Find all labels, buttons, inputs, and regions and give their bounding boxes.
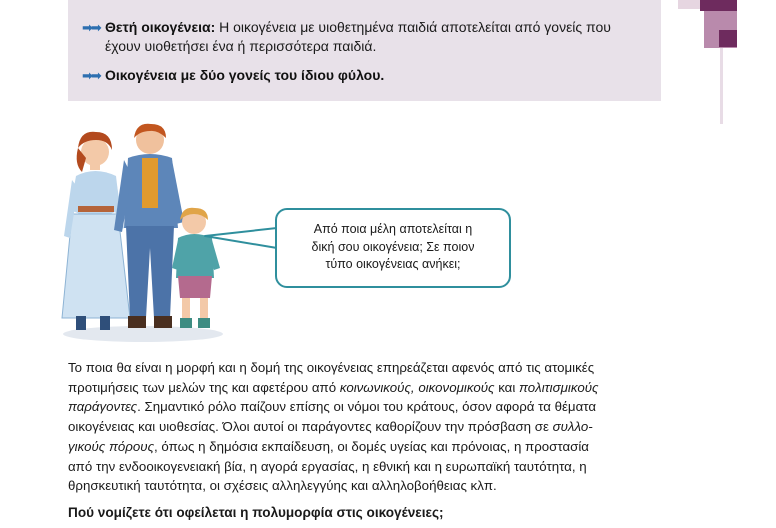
bubble-line: τύπο οικογένειας ανήκει;	[325, 257, 461, 271]
bubble-line: Από ποια μέλη αποτελείται η	[313, 222, 473, 236]
bullet-term: Θετή οικογένεια:	[105, 19, 216, 35]
paragraph-line: από την ενδοοικογενειακή βία, η αγορά εργασίας, η εθνική και η ευρωπαϊκή ταυτότητα, η	[68, 458, 587, 474]
corner-decoration-light	[678, 0, 700, 9]
family-illustration-icon	[58, 118, 228, 343]
body-paragraph	[68, 358, 663, 496]
paragraph-line: προτιμήσεις των μελών της και αφετέρου από κοινωνικούς, οικονομικούς και πολιτισμικούς	[68, 379, 599, 395]
paragraph-line: θρησκευτική ταυτότητα, οι σχέσεις αλληλεγγύης και αλληλοβοήθειας κλπ.	[68, 478, 497, 494]
arrow-bullet-icon: ➡➡	[82, 68, 100, 83]
info-box	[68, 0, 661, 101]
speech-bubble-tail	[205, 218, 281, 258]
discussion-question: Πού νομίζετε ότι οφείλεται η πολυμορφία στις οικογένειες;	[68, 505, 444, 520]
bullet-term: Οικογένεια με δύο γονείς του ίδιου φύλου.	[105, 67, 385, 83]
bubble-line: δική σου οικογένεια; Σε ποιον	[311, 239, 475, 254]
corner-decoration-bottom	[719, 30, 737, 47]
bullet-definition: Η οικογένεια με υιοθετημένα παιδιά αποτελείται από γονείς που	[215, 19, 611, 35]
speech-bubble	[275, 208, 511, 288]
vertical-decoration-line	[720, 48, 723, 124]
corner-decoration-dark	[700, 0, 737, 11]
paragraph-line: οικογένειας και υιοθεσίας. Όλοι αυτοί οι παράγοντες καθορίζουν την πρόσβαση σε συλλο-	[68, 419, 593, 435]
paragraph-line: παράγοντες. Σημαντικό ρόλο παίζουν επίσης οι νόμοι του κράτους, όσον αφορά τα θέματα	[68, 399, 597, 415]
bullet-definition-line2: έχουν υιοθετήσει ένα ή περισσότερα παιδιά.	[105, 38, 377, 54]
paragraph-line: Το ποια θα είναι η μορφή και η δομή της οικογένειας επηρεάζεται αφενός από τις ατομικές	[68, 360, 595, 375]
arrow-bullet-icon: ➡➡	[82, 20, 100, 35]
paragraph-line: γικούς πόρους, όπως η δημόσια εκπαίδευση, οι δομές υγείας και πρόνοιας, η προστασία	[68, 438, 589, 454]
